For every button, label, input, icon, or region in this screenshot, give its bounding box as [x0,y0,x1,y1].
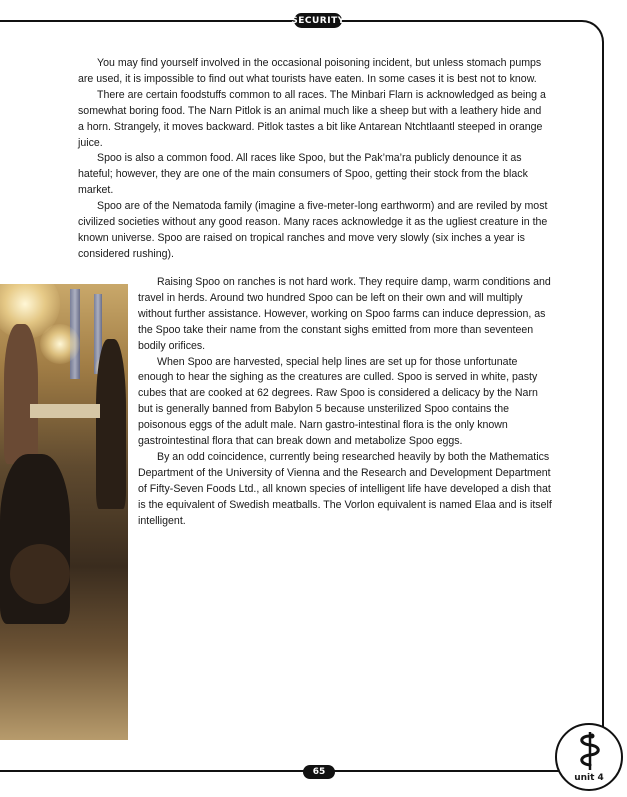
paragraph: When Spoo are harvested, special help lines are set up for those unfortunate enough to hear the sighing as the creatures are culled. Spoo is served in white, pasty cubes that are cooked at 62 degrees. Raw Spoo is considered a delicacy by the Narn but is generally banned from Babylon 5 because unsterilized Spoo contains the poisonous eggs of the adult male. Narn gastro-intestinal flora is the only known gastrointestinal flora that can break down and metabolize Spoo eggs. [138,355,538,448]
section-badge: SECURITY [294,13,342,28]
article-body-side [138,275,552,530]
article-body-top [78,56,550,263]
unit-label: unit 4 [574,773,604,783]
paragraph: You may find yourself involved in the occasional poisoning incident, but unless stomach pumps are used, it is impossible to find out what tourists have eaten. In some cases it is best not to know. [78,57,542,85]
page-number: 65 [303,765,335,779]
paragraph: There are certain foodstuffs common to all races. The Minbari Flarn is acknowledged as being a somewhat boring food. The Narn Pitlok is an animal much like a sheep but with a leathery hide and a horn. Strangely, it moves backward. Pitlok tastes a bit like Antarean Ntchtlaantl steeped in orange juice. [78,88,546,149]
restaurant-scene-photo [0,284,128,740]
paragraph: Raising Spoo on ranches is not hard work. They require damp, warm conditions and travel in herds. Around two hundred Spoo can be left on their own and will multiply without further assistance. However, working on Spoo farms can induce depression, as the Spoo take their name from the constant sighs emitted from more than seventeen bodily orifices. [138,276,551,352]
paragraph: Spoo are of the Nematoda family (imagine a five-meter-long earthworm) and are reviled by most civilized societies without any good reason. Many races acknowledge it as the ugliest creature in the known universe. Spoo are raised on tropical ranches and move very slowly (six inches a year is considered rushing). [78,200,548,260]
paragraph: By an odd coincidence, currently being researched heavily by both the Mathematics Department of the University of Vienna and the Research and Development Department of Fifty-Seven Foods Ltd., all known species of intelligent life have developed a dish that is the equivalent of Swedish meatballs. The Vorlon equivalent is named Elaa and is itself intelligent. [138,450,552,527]
paragraph: Spoo is also a common food. All races like Spoo, but the Pak’ma’ra publicly denounce it as hateful; however, they are one of the main consumers of Spoo, getting their stock from the black market. [78,152,528,197]
unit-badge [555,723,623,791]
